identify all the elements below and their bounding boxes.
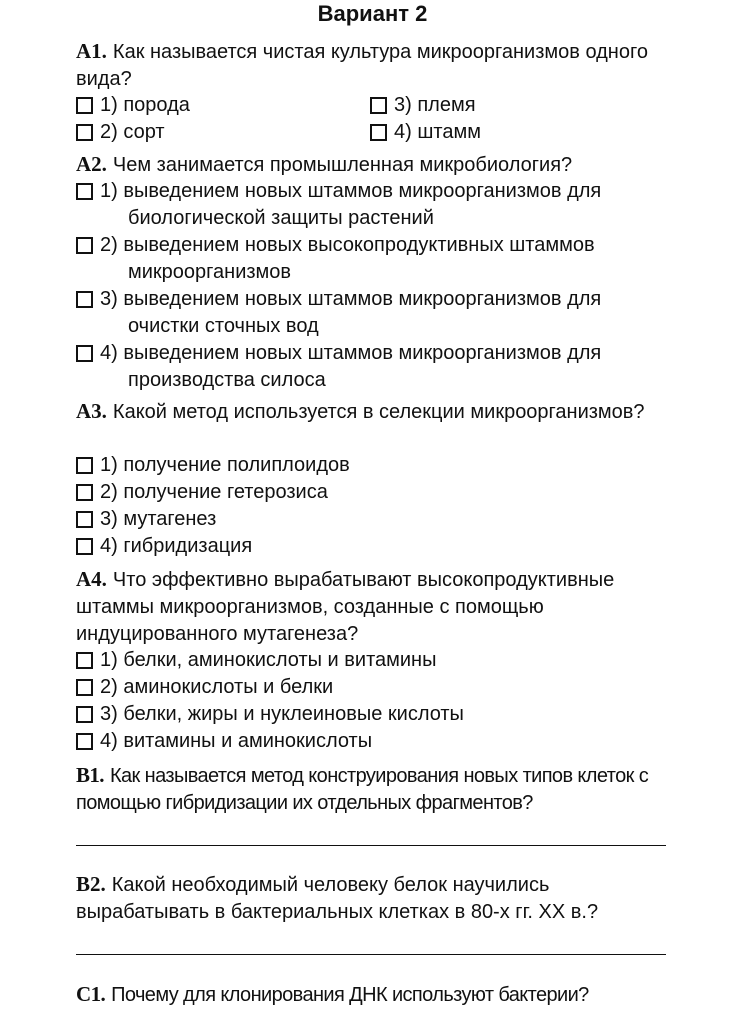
- checkbox[interactable]: [76, 124, 93, 141]
- question-a2: [76, 151, 676, 179]
- question-number: А3.: [76, 399, 107, 423]
- question-number: А1.: [76, 39, 107, 63]
- option-label: 3) выведением новых штаммов микроорганизмов для: [100, 288, 602, 310]
- checkbox[interactable]: [76, 345, 93, 362]
- question-text: Как называется чистая культура микроорганизмов одного вида?: [76, 41, 648, 90]
- option-label: 3) мутагенез: [100, 508, 217, 530]
- checkbox[interactable]: [76, 97, 93, 114]
- question-number: А4.: [76, 567, 107, 591]
- option-label: 2) сорт: [100, 121, 165, 143]
- option-label: 2) аминокислоты и белки: [100, 676, 334, 698]
- question-number: А2.: [76, 152, 107, 176]
- checkbox[interactable]: [76, 291, 93, 308]
- option-label: 3) белки, жиры и нуклеиновые кислоты: [100, 703, 464, 725]
- question-a1: [76, 38, 676, 93]
- question-number: С1.: [76, 982, 106, 1006]
- option-label-cont: производства силоса: [128, 369, 326, 391]
- option-label: 4) витамины и аминокислоты: [100, 730, 373, 752]
- checkbox[interactable]: [76, 652, 93, 669]
- answer-line-b1[interactable]: [76, 845, 666, 846]
- question-a4: [76, 566, 676, 648]
- checkbox[interactable]: [76, 457, 93, 474]
- checkbox[interactable]: [76, 511, 93, 528]
- question-a3: [76, 398, 676, 426]
- question-text: Чем занимается промышленная микробиология?: [112, 154, 573, 176]
- option-label: 4) штамм: [394, 121, 481, 143]
- question-text: Почему для клонирования ДНК используют бактерии?: [111, 984, 589, 1006]
- answer-line-b2[interactable]: [76, 954, 666, 955]
- option-label: 4) гибридизация: [100, 535, 253, 557]
- question-text: Что эффективно вырабатывают высокопродуктивные штаммы микроорганизмов, созданные с помощью индуцированного мутагенеза?: [76, 569, 615, 645]
- option-label: 2) получение гетерозиса: [100, 481, 328, 503]
- question-text: Как называется метод конструирования новых типов клеток с помощью гибридизации их отдельных фрагментов?: [76, 765, 649, 814]
- checkbox[interactable]: [76, 484, 93, 501]
- option-label: 3) племя: [394, 94, 476, 116]
- option-label: 1) порода: [100, 94, 190, 116]
- question-text: Какой метод используется в селекции микроорганизмов?: [112, 401, 645, 423]
- question-number: В2.: [76, 872, 106, 896]
- checkbox[interactable]: [76, 706, 93, 723]
- option-label-cont: очистки сточных вод: [128, 315, 319, 337]
- question-number: В1.: [76, 763, 104, 787]
- option-label: 1) белки, аминокислоты и витамины: [100, 649, 437, 671]
- checkbox[interactable]: [370, 124, 387, 141]
- option-label: 2) выведением новых высокопродуктивных штаммов: [100, 234, 595, 256]
- checkbox[interactable]: [76, 538, 93, 555]
- checkbox[interactable]: [76, 733, 93, 750]
- option-label: 4) выведением новых штаммов микроорганизмов для: [100, 342, 602, 364]
- question-b1: [76, 762, 676, 817]
- checkbox[interactable]: [76, 237, 93, 254]
- option-label: 1) выведением новых штаммов микроорганизмов для: [100, 180, 602, 202]
- question-text: Какой необходимый человеку белок научились вырабатывать в бактериальных клетках в 80-х гг. XX в.?: [76, 874, 599, 923]
- option-label: 1) получение полиплоидов: [100, 454, 350, 476]
- checkbox[interactable]: [76, 679, 93, 696]
- page-title: Вариант 2: [317, 1, 428, 26]
- question-b2: [76, 871, 676, 926]
- checkbox[interactable]: [370, 97, 387, 114]
- option-label-cont: микроорганизмов: [128, 261, 292, 283]
- question-c1: [76, 981, 676, 1009]
- option-label-cont: биологической защиты растений: [128, 207, 434, 229]
- checkbox[interactable]: [76, 183, 93, 200]
